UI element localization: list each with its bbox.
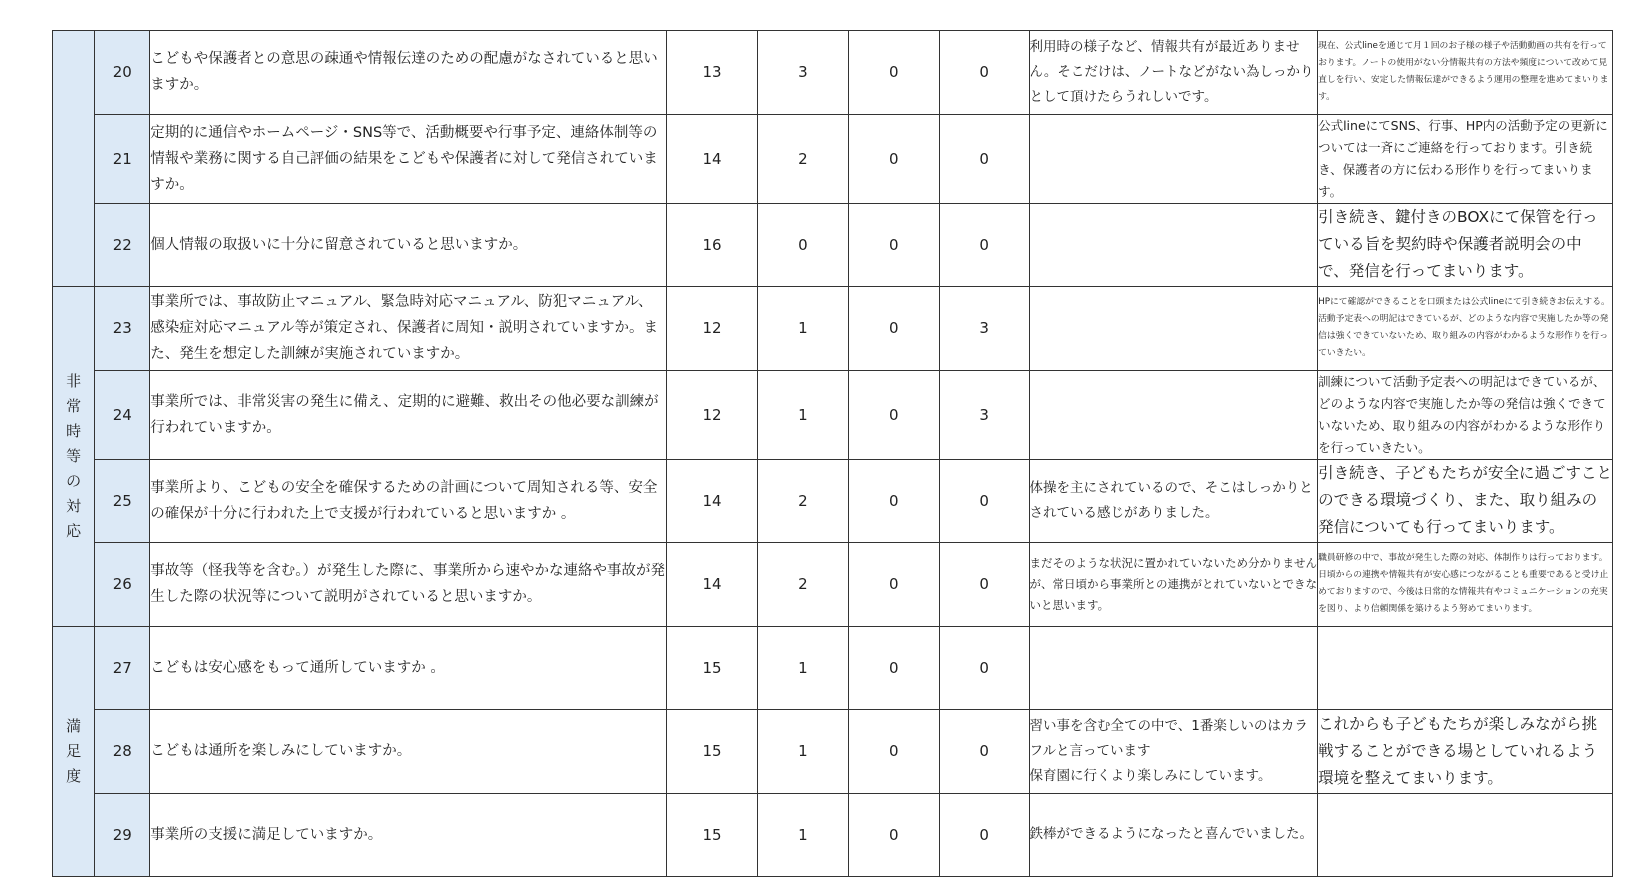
provider-response xyxy=(1318,793,1613,877)
count-unknown: 0 xyxy=(939,31,1029,115)
count-yes: 15 xyxy=(667,710,758,794)
table-row xyxy=(53,287,1613,371)
question-text: 定期的に通信やホームページ・SNS等で、活動概要や行事予定、連絡体制等の情報や業務に関する自己評価の結果をこどもや保護者に対して発信されていますか。 xyxy=(150,114,667,203)
category-emergency xyxy=(53,287,95,627)
question-text: 事故等（怪我等を含む。）が発生した際に、事業所から速やかな連絡や事故が発生した際の状況等について説明がされていると思いますか。 xyxy=(150,543,667,627)
count-yes: 14 xyxy=(667,459,758,543)
count-somewhat: 1 xyxy=(757,370,848,459)
count-unknown: 0 xyxy=(939,543,1029,627)
count-somewhat: 0 xyxy=(757,203,848,287)
table-row xyxy=(53,793,1613,877)
table-row xyxy=(53,370,1613,459)
count-somewhat: 1 xyxy=(757,710,848,794)
count-yes: 13 xyxy=(667,31,758,115)
provider-response: HPにて確認ができることを口頭または公式lineにて引き続きお伝えする。活動予定表への明記はできているが、どのような内容で実施したか等の発信は強くできていないため、取り組みの内容がわかるような形作りを行っていきたい。 xyxy=(1318,287,1613,371)
count-yes: 16 xyxy=(667,203,758,287)
question-number: 26 xyxy=(95,543,150,627)
table-row xyxy=(53,710,1613,794)
question-text: こどもは通所を楽しみにしていますか。 xyxy=(150,710,667,794)
count-no: 0 xyxy=(848,626,939,710)
guardian-comment xyxy=(1029,370,1318,459)
provider-response: 現在、公式lineを通じて月１回のお子様の様子や活動動画の共有を行っております。ノートの使用がない分情報共有の方法や頻度について改めて見直しを行い、安定した情報伝達ができるよう運用の整理を進めてまいります。 xyxy=(1318,31,1613,115)
question-text: こどもや保護者との意思の疎通や情報伝達のための配慮がなされていると思いますか。 xyxy=(150,31,667,115)
question-number: 29 xyxy=(95,793,150,877)
count-unknown: 0 xyxy=(939,459,1029,543)
count-no: 0 xyxy=(848,31,939,115)
count-yes: 12 xyxy=(667,287,758,371)
question-number: 21 xyxy=(95,114,150,203)
category-label: 満足度 xyxy=(66,716,82,785)
table-row xyxy=(53,114,1613,203)
question-text: 事業所では、事故防止マニュアル、緊急時対応マニュアル、防犯マニュアル、感染症対応マニュアル等が策定され、保護者に周知・説明されていますか。また、発生を想定した訓練が実施されていますか。 xyxy=(150,287,667,371)
count-no: 0 xyxy=(848,543,939,627)
count-unknown: 0 xyxy=(939,710,1029,794)
table-row xyxy=(53,543,1613,627)
guardian-comment xyxy=(1029,203,1318,287)
question-number: 20 xyxy=(95,31,150,115)
count-no: 0 xyxy=(848,287,939,371)
guardian-comment xyxy=(1029,114,1318,203)
count-no: 0 xyxy=(848,710,939,794)
evaluation-table xyxy=(52,30,1613,877)
count-unknown: 0 xyxy=(939,626,1029,710)
count-yes: 14 xyxy=(667,114,758,203)
guardian-comment: 鉄棒ができるようになったと喜んでいました。 xyxy=(1029,793,1318,877)
question-number: 28 xyxy=(95,710,150,794)
provider-response: 訓練について活動予定表への明記はできているが、どのような内容で実施したか等の発信は強くできていないため、取り組みの内容がわかるような形作りを行っていきたい。 xyxy=(1318,370,1613,459)
question-text: こどもは安心感をもって通所していますか 。 xyxy=(150,626,667,710)
provider-response: 公式lineにてSNS、行事、HP内の活動予定の更新については一斉にご連絡を行っております。引き続き、保護者の方に伝わる形作りを行ってまいります。 xyxy=(1318,114,1613,203)
question-number: 22 xyxy=(95,203,150,287)
guardian-comment xyxy=(1029,287,1318,371)
count-unknown: 0 xyxy=(939,114,1029,203)
provider-response xyxy=(1318,626,1613,710)
category-label: 非常時等の対応 xyxy=(66,371,82,540)
count-no: 0 xyxy=(848,370,939,459)
count-no: 0 xyxy=(848,793,939,877)
count-somewhat: 3 xyxy=(757,31,848,115)
category-satisfaction xyxy=(53,626,95,877)
count-yes: 12 xyxy=(667,370,758,459)
table-row xyxy=(53,459,1613,543)
provider-response: これからも子どもたちが楽しみながら挑戦することができる場としていれるよう環境を整えてまいります。 xyxy=(1318,710,1613,794)
question-number: 27 xyxy=(95,626,150,710)
guardian-comment: 体操を主にされているので、そこはしっかりとされている感じがありました。 xyxy=(1029,459,1318,543)
count-yes: 15 xyxy=(667,626,758,710)
table-row xyxy=(53,626,1613,710)
count-somewhat: 1 xyxy=(757,793,848,877)
count-somewhat: 2 xyxy=(757,114,848,203)
provider-response: 引き続き、鍵付きのBOXにて保管を行っている旨を契約時や保護者説明会の中で、発信を行ってまいります。 xyxy=(1318,203,1613,287)
count-unknown: 0 xyxy=(939,203,1029,287)
table-row xyxy=(53,31,1613,115)
count-unknown: 3 xyxy=(939,370,1029,459)
guardian-comment xyxy=(1029,626,1318,710)
question-number: 25 xyxy=(95,459,150,543)
question-text: 事業所では、非常災害の発生に備え、定期的に避難、救出その他必要な訓練が行われていますか。 xyxy=(150,370,667,459)
category-cell-blank xyxy=(53,31,95,287)
table-row xyxy=(53,203,1613,287)
question-text: 事業所の支援に満足していますか。 xyxy=(150,793,667,877)
question-text: 個人情報の取扱いに十分に留意されていると思いますか。 xyxy=(150,203,667,287)
question-number: 23 xyxy=(95,287,150,371)
count-somewhat: 2 xyxy=(757,459,848,543)
question-text: 事業所より、こどもの安全を確保するための計画について周知される等、安全の確保が十分に行われた上で支援が行われていると思いますか 。 xyxy=(150,459,667,543)
count-unknown: 0 xyxy=(939,793,1029,877)
question-number: 24 xyxy=(95,370,150,459)
count-no: 0 xyxy=(848,459,939,543)
count-somewhat: 1 xyxy=(757,626,848,710)
count-somewhat: 1 xyxy=(757,287,848,371)
provider-response: 職員研修の中で、事故が発生した際の対応、体制作りは行っております。日頃からの連携や情報共有が安心感につながることも重要であると受け止めておりますので、今後は日常的な情報共有やコミュニケーションの充実を図り、より信頼関係を築けるよう努めてまいります。 xyxy=(1318,543,1613,627)
provider-response: 引き続き、子どもたちが安全に過ごすことのできる環境づくり、また、取り組みの発信についても行ってまいります。 xyxy=(1318,459,1613,543)
count-no: 0 xyxy=(848,203,939,287)
guardian-comment: 習い事を含む全ての中で、1番楽しいのはカラフルと言っています 保育園に行くより楽しみにしています。 xyxy=(1029,710,1318,794)
count-no: 0 xyxy=(848,114,939,203)
guardian-comment: まだそのような状況に置かれていないため分かりませんが、常日頃から事業所との連携がとれていないとできないと思います。 xyxy=(1029,543,1318,627)
count-yes: 15 xyxy=(667,793,758,877)
guardian-comment: 利用時の様子など、情報共有が最近ありません。そこだけは、ノートなどがない為しっかりとして頂けたらうれしいです。 xyxy=(1029,31,1318,115)
count-yes: 14 xyxy=(667,543,758,627)
count-somewhat: 2 xyxy=(757,543,848,627)
count-unknown: 3 xyxy=(939,287,1029,371)
